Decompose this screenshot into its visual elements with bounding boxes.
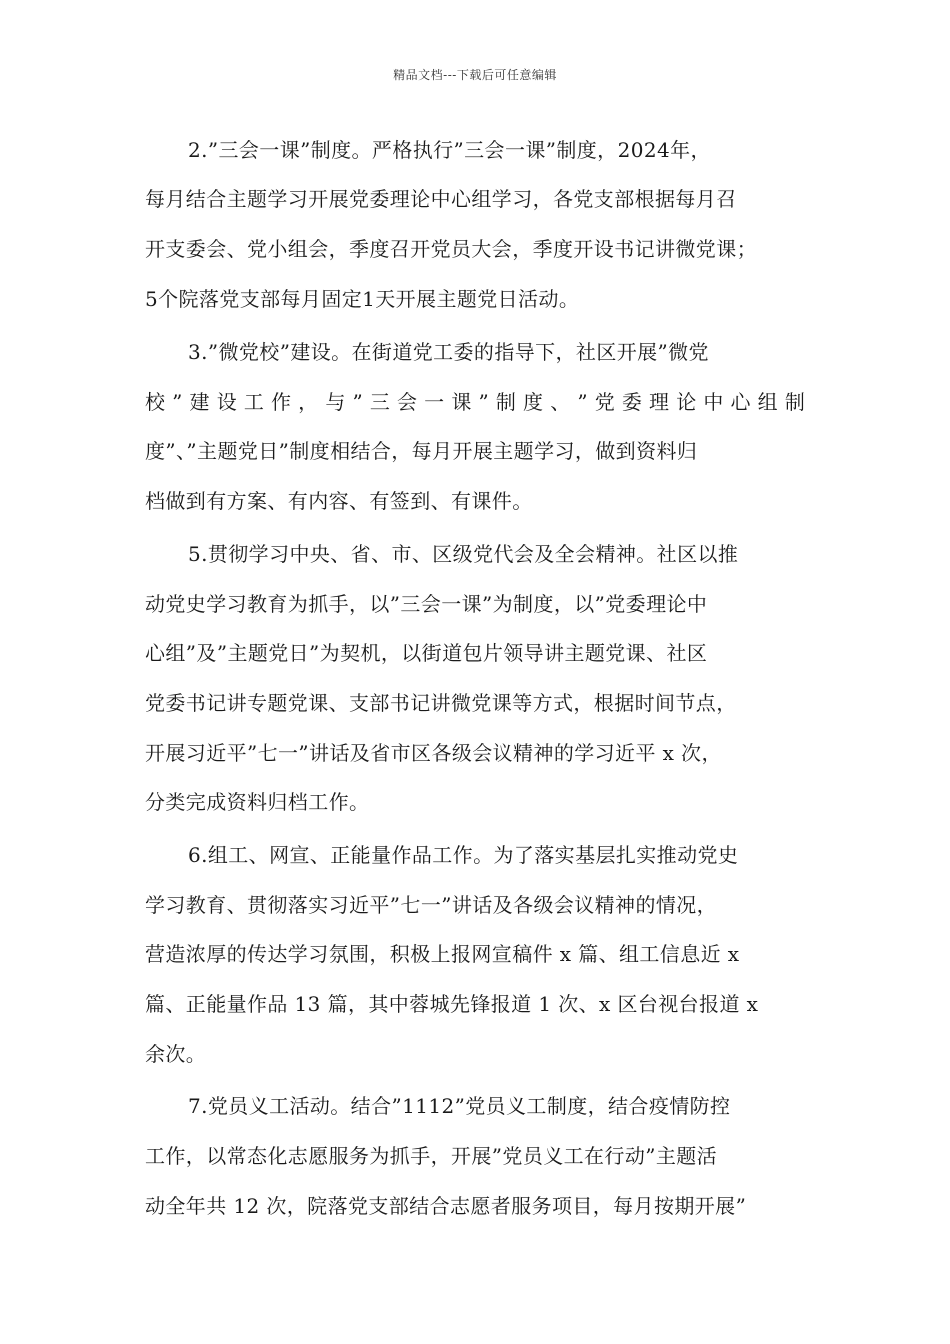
text-line: 工作，以常态化志愿服务为抓手，开展”党员义工在行动”主题活 [145,1144,718,1168]
text-line: 校 ” 建 设 工 作 ， 与 ” 三 会 一 课 ” 制 度 、 ” 党 委 理 论 中 心 组 制 [145,390,806,414]
text-line: 5个院落党支部每月固定1天开展主题党日活动。 [145,287,580,311]
text-line: 学习教育、贯彻落实习近平”七一”讲话及各级会议精神的情况， [145,893,718,917]
text-line: 6.组工、网宣、正能量作品工作。为了落实基层扎实推动党史 [188,843,739,867]
text-line: 营造浓厚的传达学习氛围，积极上报网宣稿件 x 篇、组工信息近 x [145,942,740,966]
text-line: 7.党员义工活动。结合”1112”党员义工制度，结合疫情防控 [188,1094,731,1118]
text-line: 开支委会、党小组会，季度召开党员大会，季度开设书记讲微党课； [145,237,757,261]
text-line: 分类完成资料归档工作。 [145,790,370,814]
text-line: 心组”及”主题党日”为契机，以街道包片领导讲主题党课、社区 [145,641,708,665]
text-line: 档做到有方案、有内容、有签到、有课件。 [145,489,533,513]
text-line: 余次。 [145,1042,207,1066]
text-line: 2.”三会一课”制度。严格执行”三会一课”制度，2024年， [188,138,711,162]
page-header: 精品文档---下载后可任意编辑 [393,68,557,82]
text-line: 动全年共 12 次，院落党支部结合志愿者服务项目，每月按期开展” [145,1194,747,1218]
text-line: 每月结合主题学习开展党委理论中心组学习，各党支部根据每月召 [145,187,737,211]
text-line: 度”、”主题党日”制度相结合，每月开展主题学习，做到资料归 [145,439,698,463]
text-line: 动党史学习教育为抓手，以”三会一课”为制度，以”党委理论中 [145,592,708,616]
text-line: 3.”微党校”建设。在街道党工委的指导下，社区开展”微党 [188,340,709,364]
text-line: 篇、正能量作品 13 篇，其中蓉城先锋报道 1 次、x 区台视台报道 x [145,992,759,1016]
text-line: 开展习近平”七一”讲话及省市区各级会议精神的学习近平 x 次， [145,741,722,765]
text-line: 党委书记讲专题党课、支部书记讲微党课等方式，根据时间节点， [145,691,737,715]
text-line: 5.贯彻学习中央、省、市、区级党代会及全会精神。社区以推 [188,542,739,566]
